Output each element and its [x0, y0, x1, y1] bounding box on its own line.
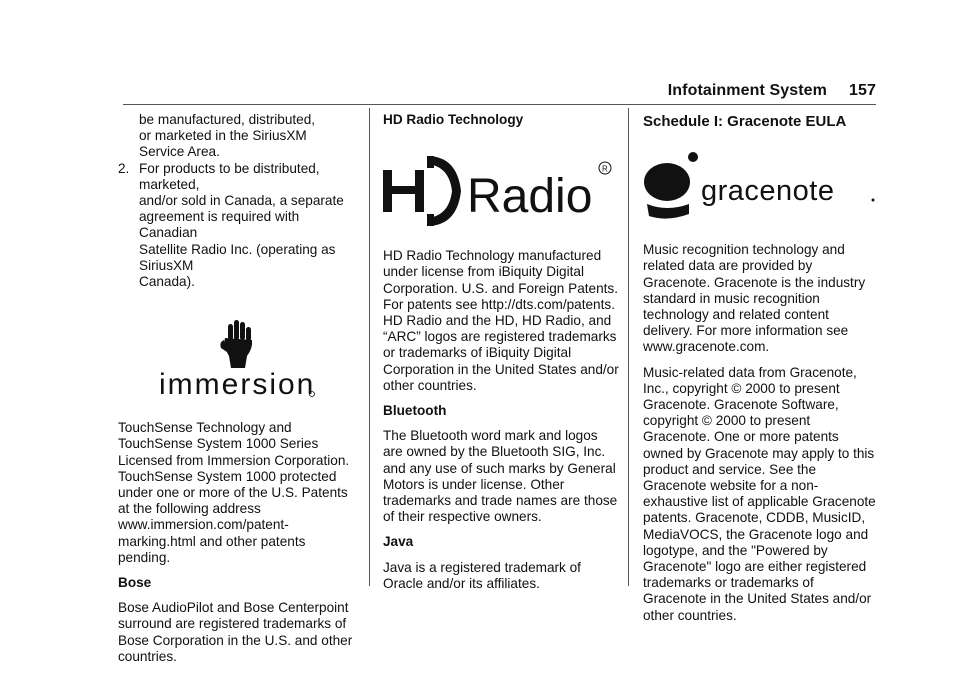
bluetooth-paragraph: The Bluetooth word mark and logos are owned by the Bluetooth SIG, Inc. and any use of such marks by General Motors is under license. Other trademarks and trade names are those of their respective owners. [383, 428, 618, 525]
immersion-logo [159, 316, 319, 404]
list-item-2: 2. For products to be distributed, marketed, and/or sold in Canada, a separate agreement is required with Canadian Satellite Radio Inc. (operating as SiriusXM Canada). [118, 160, 344, 290]
gracenote-paragraph-2: Music-related data from Gracenote, Inc., copyright © 2000 to present Gracenote. Gracenote Software, copyright © 2000 to present Gracenote. One or more patents owned by Gracenote may apply to this product and service. See the Gracenote website for a non-exhaustive list of applicable Gracenote patents. Gracenote, CDDB, MusicID, MediaVOCS, the Gracenote logo and logotype, and the "Powered by Gracenote" logo are either registered trademarks or trademarks of Gracenote in the United States and/or other countries. [643, 364, 876, 623]
header-rule [123, 104, 876, 105]
continued-item: be manufactured, distributed, or marketed in the SiriusXM Service Area. [139, 112, 316, 160]
section-title: Infotainment System [667, 82, 827, 99]
immersion-wordmark: immersion [159, 368, 316, 402]
trademark-dot-icon [872, 199, 875, 202]
bose-heading: Bose [118, 575, 152, 591]
schedule-heading: Schedule I: Gracenote EULA [643, 113, 847, 130]
hd-radio-paragraph: HD Radio Technology manufactured under license from iBiquity Digital Corporation. U.S. and Foreign Patents. For patents see http://dts.com/patents. HD Radio and the HD, HD Radio, and “ARC” logos are registered trademarks or trademarks of iBiquity Digital Corporation in the United States and/or other countries. [383, 248, 619, 393]
svg-text:R: R [602, 164, 608, 174]
immersion-paragraph: TouchSense Technology and TouchSense System 1000 Series Licensed from Immersion Corporation. TouchSense System 1000 protected under one or more of the U.S. Patents at the following address www.immersion.com/patent-marking.html and other patents pending. [118, 420, 350, 565]
page-number: 157 [849, 82, 876, 99]
hd-radio-heading: HD Radio Technology [383, 112, 524, 127]
hand-icon [220, 320, 252, 368]
hd-radio-logo [383, 146, 615, 236]
bluetooth-heading: Bluetooth [383, 403, 447, 419]
registered-mark-icon [599, 162, 611, 174]
column-divider-1 [369, 108, 370, 586]
column-divider-2 [628, 108, 629, 586]
java-paragraph: Java is a registered trademark of Oracle and/or its affiliates. [383, 559, 581, 591]
list-number: 2. [118, 160, 130, 176]
column-2 [383, 112, 619, 601]
bose-paragraph: Bose AudioPilot and Bose Centerpoint surround are registered trademarks of Bose Corporation in the U.S. and other countries. [118, 600, 353, 664]
gracenote-wordmark: gracenote [701, 175, 835, 208]
gracenote-logo [643, 146, 879, 226]
radio-wordmark: Radio [467, 170, 593, 224]
column-1 [118, 112, 356, 674]
page-header [668, 82, 876, 100]
column-3 [643, 112, 879, 633]
java-heading: Java [383, 534, 414, 550]
hd-monogram-icon [383, 156, 461, 226]
gracenote-paragraph-1: Music recognition technology and related data are provided by Gracenote. Gracenote is the industry standard in music recognition technology and related content delivery. For more information see www.gracenote.com. [643, 242, 866, 355]
gracenote-g-icon [644, 152, 698, 219]
